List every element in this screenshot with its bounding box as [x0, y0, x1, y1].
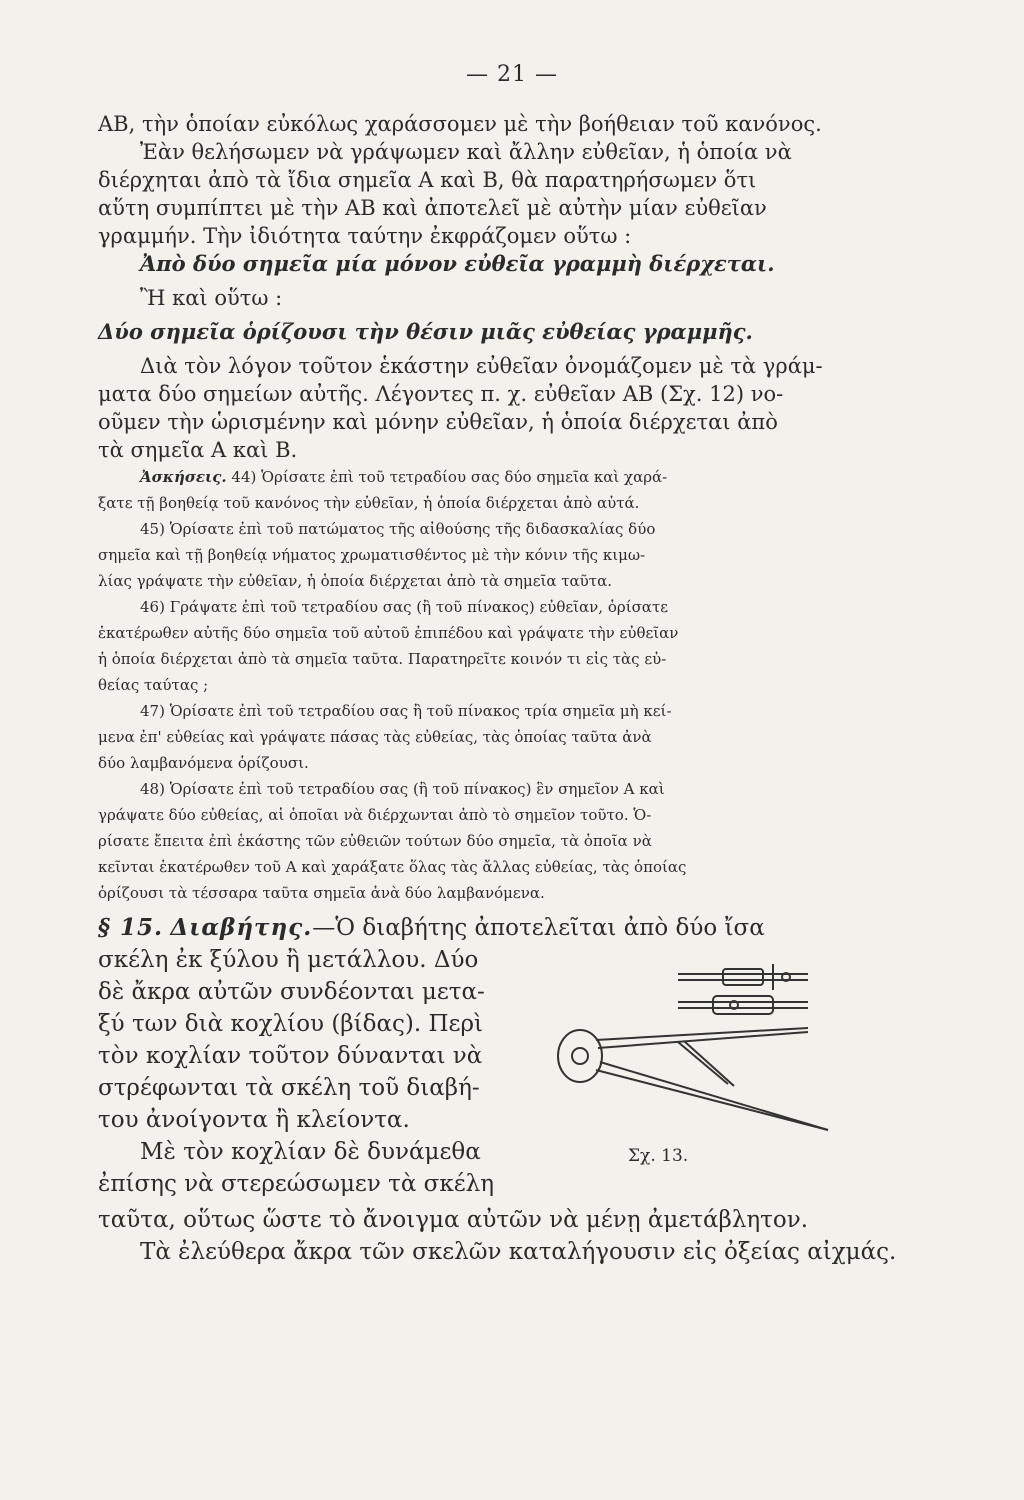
text-line: σημεῖα καὶ τῇ βοηθείᾳ νήματος χρωματισθέντος μὲ τὴν κόνιν τῆς κιμω- [98, 546, 646, 564]
text-line: μενα ἐπ' εὐθείας καὶ γράψατε πάσας τὰς εὐθείας, τὰς ὁποίας ταῦτα ἀνὰ [98, 728, 652, 746]
section-title: Διαβήτης. [170, 914, 313, 941]
section-column [98, 944, 528, 1204]
text-line: θείας ταύτας ; [98, 676, 209, 694]
page-number: — 21 — [466, 62, 558, 87]
text-line: οῦμεν τὴν ὡρισμένην καὶ μόνην εὐθεῖαν, ἡ ὁποία διέρχεται ἀπὸ [98, 410, 778, 434]
text-line: Τὰ ἐλεύθερα ἄκρα τῶν σκελῶν καταλήγουσιν εἰς ὀξείας αἰχμάς. [140, 1239, 897, 1265]
text-line: ἐπίσης νὰ στερεώσωμεν τὰ σκέλη [98, 1171, 495, 1197]
text-line: στρέφωνται τὰ σκέλη τοῦ διαβή- [98, 1075, 480, 1101]
text-line: του ἀνοίγοντα ἢ κλείοντα. [98, 1107, 410, 1133]
text-line: διέρχηται ἀπὸ τὰ ἴδια σημεῖα Α καὶ Β, θὰ παρατηρήσωμεν ὅτι [98, 168, 757, 192]
text-line: Μὲ τὸν κοχλίαν δὲ δυνάμεθα [140, 1139, 481, 1165]
page-text [98, 110, 897, 1268]
section-number: § 15. [98, 914, 164, 941]
exercise-45: 45) Ὁρίσατε ἐπὶ τοῦ πατώματος τῆς αἰθούσης τῆς διδασκαλίας δύο [140, 520, 656, 538]
text-line: γραμμήν. Τὴν ἰδιότητα ταύτην ἐκφράζομεν οὕτω : [98, 224, 632, 248]
text-line: δύο λαμβανόμενα ὁρίζουσι. [98, 754, 309, 772]
compass-figure [528, 944, 890, 1204]
text-line: σκέλη ἐκ ξύλου ἢ μετάλλου. Δύο [98, 947, 479, 973]
text-line: αὕτη συμπίπτει μὲ τὴν ΑΒ καὶ ἀποτελεῖ μὲ αὐτὴν μίαν εὐθεῖαν [98, 196, 767, 220]
section-first-line: —Ὁ διαβήτης ἀποτελεῖται ἀπὸ δύο ἴσα [312, 915, 765, 941]
text-line: ἑκατέρωθεν αὐτῆς δύο σημεῖα τοῦ αὐτοῦ ἐπιπέδου καὶ γράψατε τὴν εὐθεῖαν [98, 624, 679, 642]
text-line: ξατε τῇ βοηθείᾳ τοῦ κανόνος τὴν εὐθεῖαν, ἡ ὁποία διέρχεται ἀπὸ αὐτά. [98, 494, 640, 512]
exercise-46: 46) Γράψατε ἐπὶ τοῦ τετραδίου σας (ἢ τοῦ πίνακος) εὐθεῖαν, ὁρίσατε [140, 598, 669, 616]
figure-caption: Σχ. 13. [628, 1146, 689, 1166]
text-line: ξύ των διὰ κοχλίου (βίδας). Περὶ [98, 1011, 483, 1037]
exercises-label: Ἀσκήσεις. [140, 468, 227, 486]
text-line: κεῖνται ἑκατέρωθεν τοῦ Α καὶ χαράξατε ὅλας τὰς ἄλλας εὐθείας, τὰς ὁποίας [98, 858, 687, 876]
rule-statement-1: Ἀπὸ δύο σημεῖα μία μόνον εὐθεῖα γραμμὴ διέρχεται. [140, 251, 775, 276]
paragraph-2 [98, 352, 890, 464]
text-line: ἡ ὁποία διέρχεται ἀπὸ τὰ σημεῖα ταῦτα. Παρατηρεῖτε κοινόν τι εἰς τὰς εὐ- [98, 650, 667, 668]
exercise-44: Ἀσκήσεις. 44) Ὁρίσατε ἐπὶ τοῦ τετραδίου σας δύο σημεῖα καὶ χαρά- [140, 468, 668, 486]
text-line: ματα δύο σημείων αὐτῆς. Λέγοντες π. χ. εὐθεῖαν ΑΒ (Σχ. 12) νο- [98, 382, 784, 406]
text-line: τὸν κοχλίαν τοῦτον δύνανται νὰ [98, 1043, 483, 1069]
text-line: ρίσατε ἔπειτα ἐπὶ ἑκάστης τῶν εὐθειῶν τούτων δύο σημεῖα, τὰ ὁποῖα νὰ [98, 832, 652, 850]
paragraph-1 [98, 110, 890, 250]
text-line: γράψατε δύο εὐθείας, αἱ ὁποῖαι νὰ διέρχωνται ἀπὸ τὸ σημεῖον τοῦτο. Ὁ- [98, 806, 652, 824]
exercises [98, 464, 890, 906]
section-body [98, 944, 890, 1204]
text-line: Ἐὰν θελήσωμεν νὰ γράψωμεν καὶ ἄλλην εὐθεῖαν, ἡ ὁποία νὰ [140, 140, 792, 164]
compass-icon [528, 944, 890, 1144]
text-line: λίας γράψατε τὴν εὐθεῖαν, ἡ ὁποία διέρχεται ἀπὸ τὰ σημεῖα ταῦτα. [98, 572, 612, 590]
text-line: Διὰ τὸν λόγον τοῦτον ἑκάστην εὐθεῖαν ὀνομάζομεν μὲ τὰ γράμ- [140, 354, 823, 378]
text-line: ΑΒ, τὴν ὁποίαν εὐκόλως χαράσσομεν μὲ τὴν βοήθειαν τοῦ κανόνος. [98, 112, 822, 136]
text-line: δὲ ἄκρα αὐτῶν συνδέονται μετα- [98, 979, 485, 1005]
text-line: ὁρίζουσι τὰ τέσσαρα ταῦτα σημεῖα ἀνὰ δύο λαμβανόμενα. [98, 884, 545, 902]
text-line: ταῦτα, οὕτως ὥστε τὸ ἄνοιγμα αὐτῶν νὰ μένῃ ἀμετάβλητον. [98, 1207, 809, 1233]
rule-statement-2: Δύο σημεῖα ὁρίζουσι τὴν θέσιν μιᾶς εὐθείας γραμμῆς. [98, 319, 753, 344]
section-tail [98, 1204, 897, 1268]
section-heading [98, 912, 890, 944]
text-line: τὰ σημεῖα Α καὶ Β. [98, 438, 298, 462]
exercise-47: 47) Ὁρίσατε ἐπὶ τοῦ τετραδίου σας ἢ τοῦ πίνακος τρία σημεῖα μὴ κεί- [140, 702, 672, 720]
exercise-48: 48) Ὁρίσατε ἐπὶ τοῦ τετραδίου σας (ἢ τοῦ πίνακος) ἓν σημεῖον Α καὶ [140, 780, 665, 798]
or-line: Ἢ καὶ οὕτω : [140, 286, 283, 310]
